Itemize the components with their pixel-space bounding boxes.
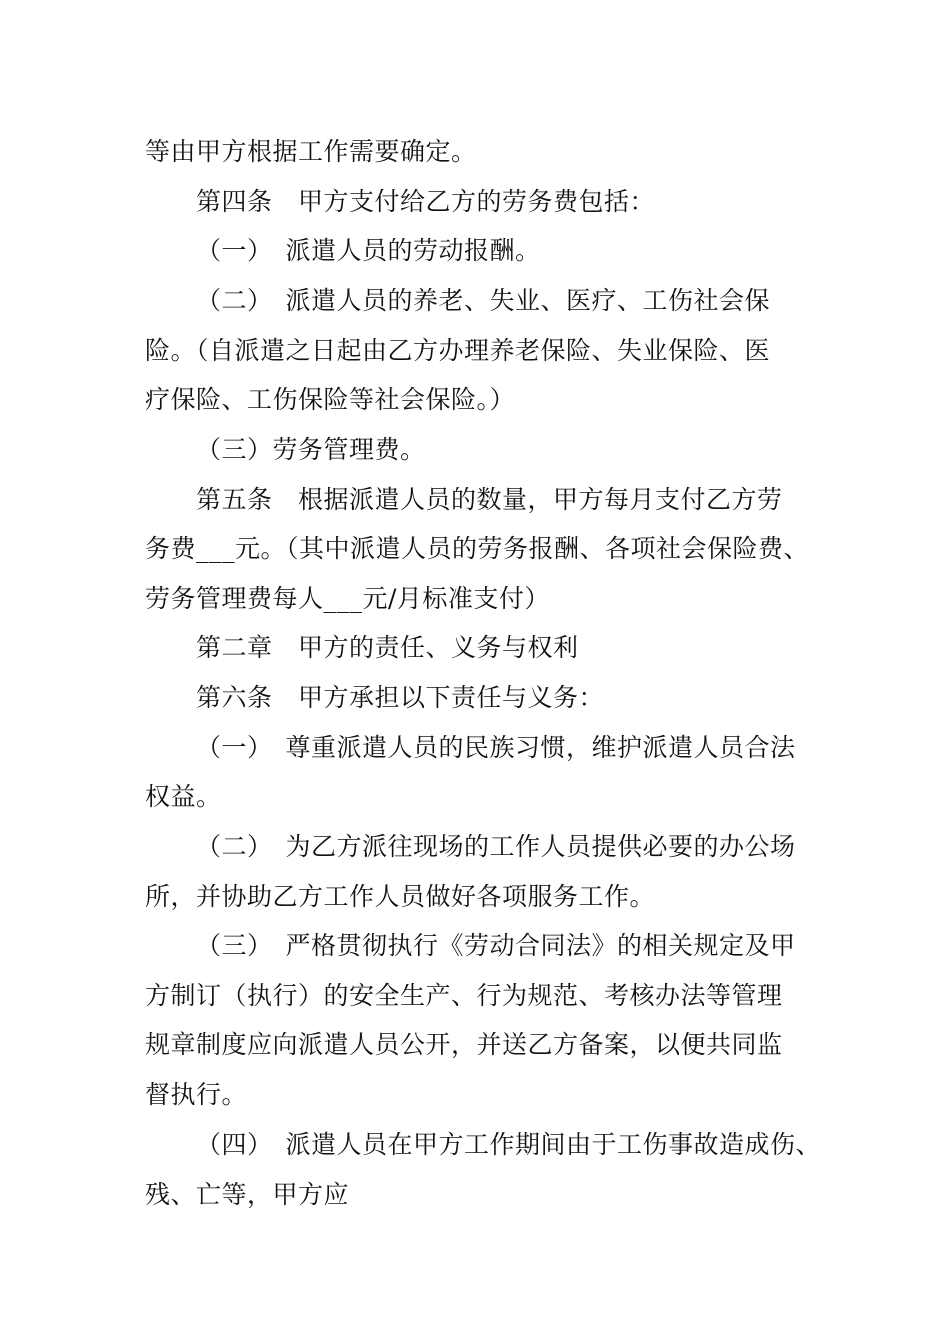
text-line: 务费___元。（其中派遣人员的劳务报酬、各项社会保险费、	[145, 534, 810, 563]
text-line: （四） 派遣人员在甲方工作期间由于工伤事故造成伤、	[196, 1130, 822, 1159]
text-line: （三）劳务管理费。	[196, 435, 426, 464]
text-line: 劳务管理费每人___元/月标准支付）	[145, 584, 550, 613]
text-line: （二） 为乙方派往现场的工作人员提供必要的办公场	[196, 832, 796, 861]
text-line: （一） 派遣人员的劳动报酬。	[196, 236, 541, 265]
text-line: 所，并协助乙方工作人员做好各项服务工作。	[145, 882, 656, 911]
text-line: 方制订（执行）的安全生产、行为规范、考核办法等管理	[145, 981, 783, 1010]
text-line: （三） 严格贯彻执行《劳动合同法》的相关规定及甲	[196, 931, 796, 960]
text-line: （二） 派遣人员的养老、失业、医疗、工伤社会保	[196, 286, 771, 315]
text-line: （一） 尊重派遣人员的民族习惯，维护派遣人员合法	[196, 733, 796, 762]
text-line: 规章制度应向派遣人员公开，并送乙方备案，以便共同监	[145, 1030, 783, 1059]
text-line: 权益。	[145, 782, 222, 811]
text-line: 残、亡等，甲方应	[145, 1180, 350, 1209]
text-line: 险。（自派遣之日起由乙方办理养老保险、失业保险、医	[145, 336, 771, 365]
article-6-heading: 第六条 甲方承担以下责任与义务：	[196, 683, 605, 712]
text-line: 疗保险、工伤保险等社会保险。）	[145, 385, 516, 414]
chapter-2-heading: 第二章 甲方的责任、义务与权利	[196, 633, 579, 662]
article-5-heading: 第五条 根据派遣人员的数量，甲方每月支付乙方劳	[196, 485, 783, 514]
text-line: 等由甲方根据工作需要确定。	[145, 137, 477, 166]
text-line: 督执行。	[145, 1080, 248, 1109]
article-4-heading: 第四条 甲方支付给乙方的劳务费包括：	[196, 187, 656, 216]
